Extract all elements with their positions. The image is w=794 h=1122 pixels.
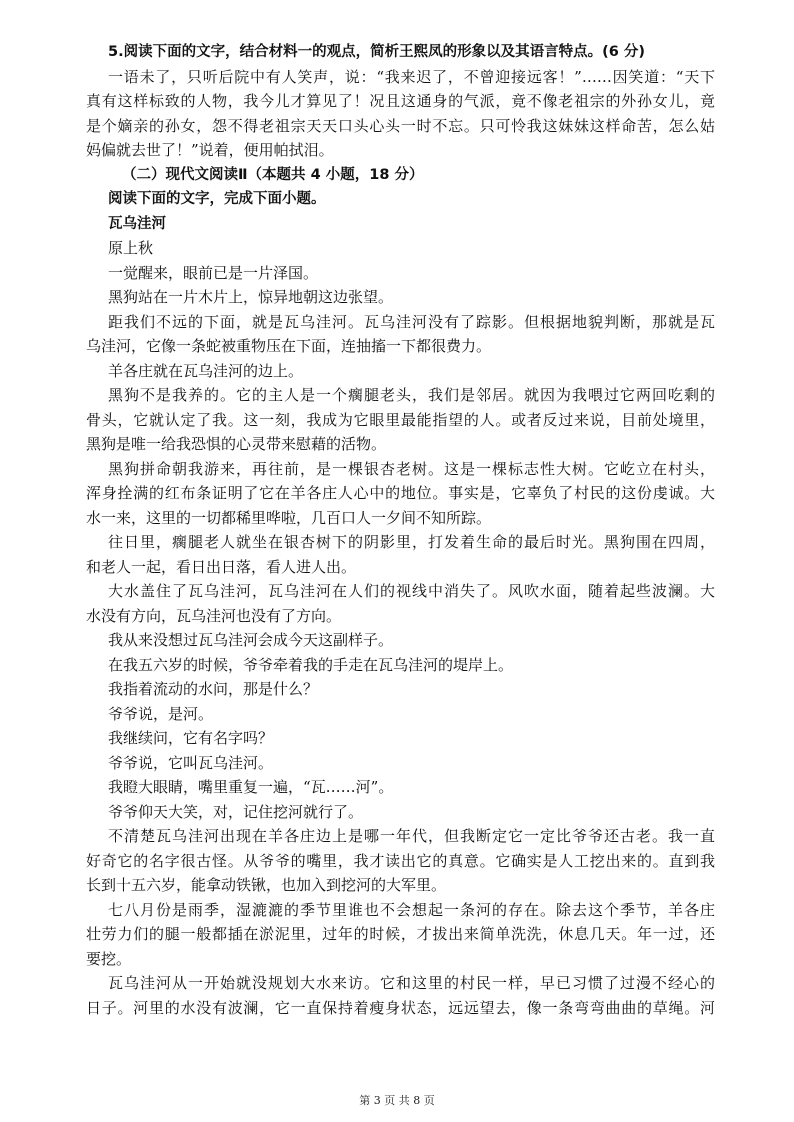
story-line: 距我们不远的下面，就是瓦乌洼河。瓦乌洼河没有了踪影。但根据地貌判断，那就是瓦 xyxy=(108,312,715,331)
story-line: 爷爷说，是河。 xyxy=(108,704,214,723)
story-line: 浑身拴满的红布条证明了它在羊各庄人心中的地位。事实是，它辜负了村民的这份虔诚。大 xyxy=(86,484,715,502)
story-line: 长到十五六岁，能拿动铁锹，也加入到挖河的大军里。 xyxy=(86,876,447,894)
question-5-prompt: 5.阅读下面的文字，结合材料一的观点，简析王熙凤的形象以及其语言特点。(6 分) xyxy=(108,44,645,60)
story-line: 大水盖住了瓦乌洼河，瓦乌洼河在人们的视线中消失了。风吹水面，随着起些波澜。大 xyxy=(108,582,715,600)
page-content xyxy=(86,40,715,1020)
story-line: 骨头，它就认定了我。这一刻，我成为它眼里最能指望的人。或者反过来说，目前处境里， xyxy=(86,410,715,429)
story-line: 往日里，瘸腿老人就坐在银杏树下的阴影里，打发着生命的最后时光。黑狗围在四周， xyxy=(108,533,715,551)
story-line: 我从来没想过瓦乌洼河会成今天这副样子。 xyxy=(108,631,394,649)
story-line: 在我五六岁的时候，爷爷牵着我的手走在瓦乌洼河的堤岸上。 xyxy=(108,655,514,674)
question-5-line: 妈偏就去世了！”说着，便用帕拭泪。 xyxy=(86,141,334,159)
story-body xyxy=(86,261,715,1021)
question-5-line: 一语未了，只听后院中有人笑声，说：“我来迟了，不曾迎接远客！”……因笑道：“天下 xyxy=(108,67,715,86)
story-line: 壮劳力们的腿一般都插在淤泥里，过年的时候，才拔出来简单洗洗，休息几天。年一过，还 xyxy=(86,925,715,943)
story-line: 我指着流动的水问，那是什么？ xyxy=(108,680,319,698)
story-line: 七八月份是雨季，湿漉漉的季节里谁也不会想起一条河的存在。除去这个季节，羊各庄 xyxy=(108,900,715,919)
story-line: 羊各庄就在瓦乌洼河的边上。 xyxy=(108,361,304,380)
story-line: 瓦乌洼河从一开始就没规划大水来访。它和这里的村民一样，早已习惯了过漫不经心的 xyxy=(108,974,715,992)
story-line: 水没有方向，瓦乌洼河也没有了方向。 xyxy=(86,606,342,625)
story-line: 和老人一起，看日出日落，看人进人出。 xyxy=(86,557,357,576)
story-title: 瓦乌洼河 xyxy=(108,215,166,232)
story-line: 黑狗站在一片木片上，惊异地朝这边张望。 xyxy=(108,288,394,306)
story-line: 黑狗是唯一给我恐惧的心灵带来慰藉的活物。 xyxy=(86,435,387,453)
story-line: 我继续问，它有名字吗？ xyxy=(108,729,274,747)
question-5-line: 是个嫡亲的孙女，怨不得老祖宗天天口头心头一时不忘。只可怜我这妹妹这样命苦，怎么姑 xyxy=(86,116,715,135)
section-instruction: 阅读下面的文字，完成下面小题。 xyxy=(108,191,326,207)
story-line: 水一来，这里的一切都稀里哗啦，几百口人一夕间不知所踪。 xyxy=(86,508,492,527)
story-line: 我瞪大眼睛，嘴里重复一遍，“瓦……河”。 xyxy=(108,778,394,796)
story-line: 黑狗拼命朝我游来，再往前，是一棵银杏老树。这是一棵标志性大树。它屹立在村头， xyxy=(108,459,715,478)
question-5-line: 真有这样标致的人物，我今儿才算见了！况且这通身的气派，竟不像老祖宗的外孙女儿，竟 xyxy=(86,92,715,110)
story-author: 原上秋 xyxy=(108,239,154,257)
story-line: 一觉醒来，眼前已是一片泽国。 xyxy=(108,263,319,282)
story-line: 爷爷仰天大笑，对，记住挖河就行了。 xyxy=(108,802,364,821)
story-line: 日子。河里的水没有波澜，它一直保持着瘦身状态，远远望去，像一条弯弯曲曲的草绳。河 xyxy=(86,998,715,1017)
story-line: 好奇它的名字很古怪。从爷爷的嘴里，我才读出它的真意。它确实是人工挖出来的。直到我 xyxy=(86,851,715,870)
story-line: 黑狗不是我养的。它的主人是一个瘸腿老头，我们是邻居。就因为我喂过它两回吃剩的 xyxy=(108,386,715,404)
story-line: 要挖。 xyxy=(86,949,132,968)
story-line: 爷爷说，它叫瓦乌洼河。 xyxy=(108,753,274,772)
story-line: 乌洼河，它像一条蛇被重物压在下面，连抽搐一下都很费力。 xyxy=(86,337,492,355)
story-line: 不清楚瓦乌洼河出现在羊各庄边上是哪一年代，但我断定它一定比爷爷还古老。我一直 xyxy=(108,827,715,845)
section-heading: （二）现代文阅读Ⅱ（本题共 4 小题，18 分） xyxy=(122,166,424,183)
page-footer: 第 3 页 共 8 页 xyxy=(359,1094,435,1107)
